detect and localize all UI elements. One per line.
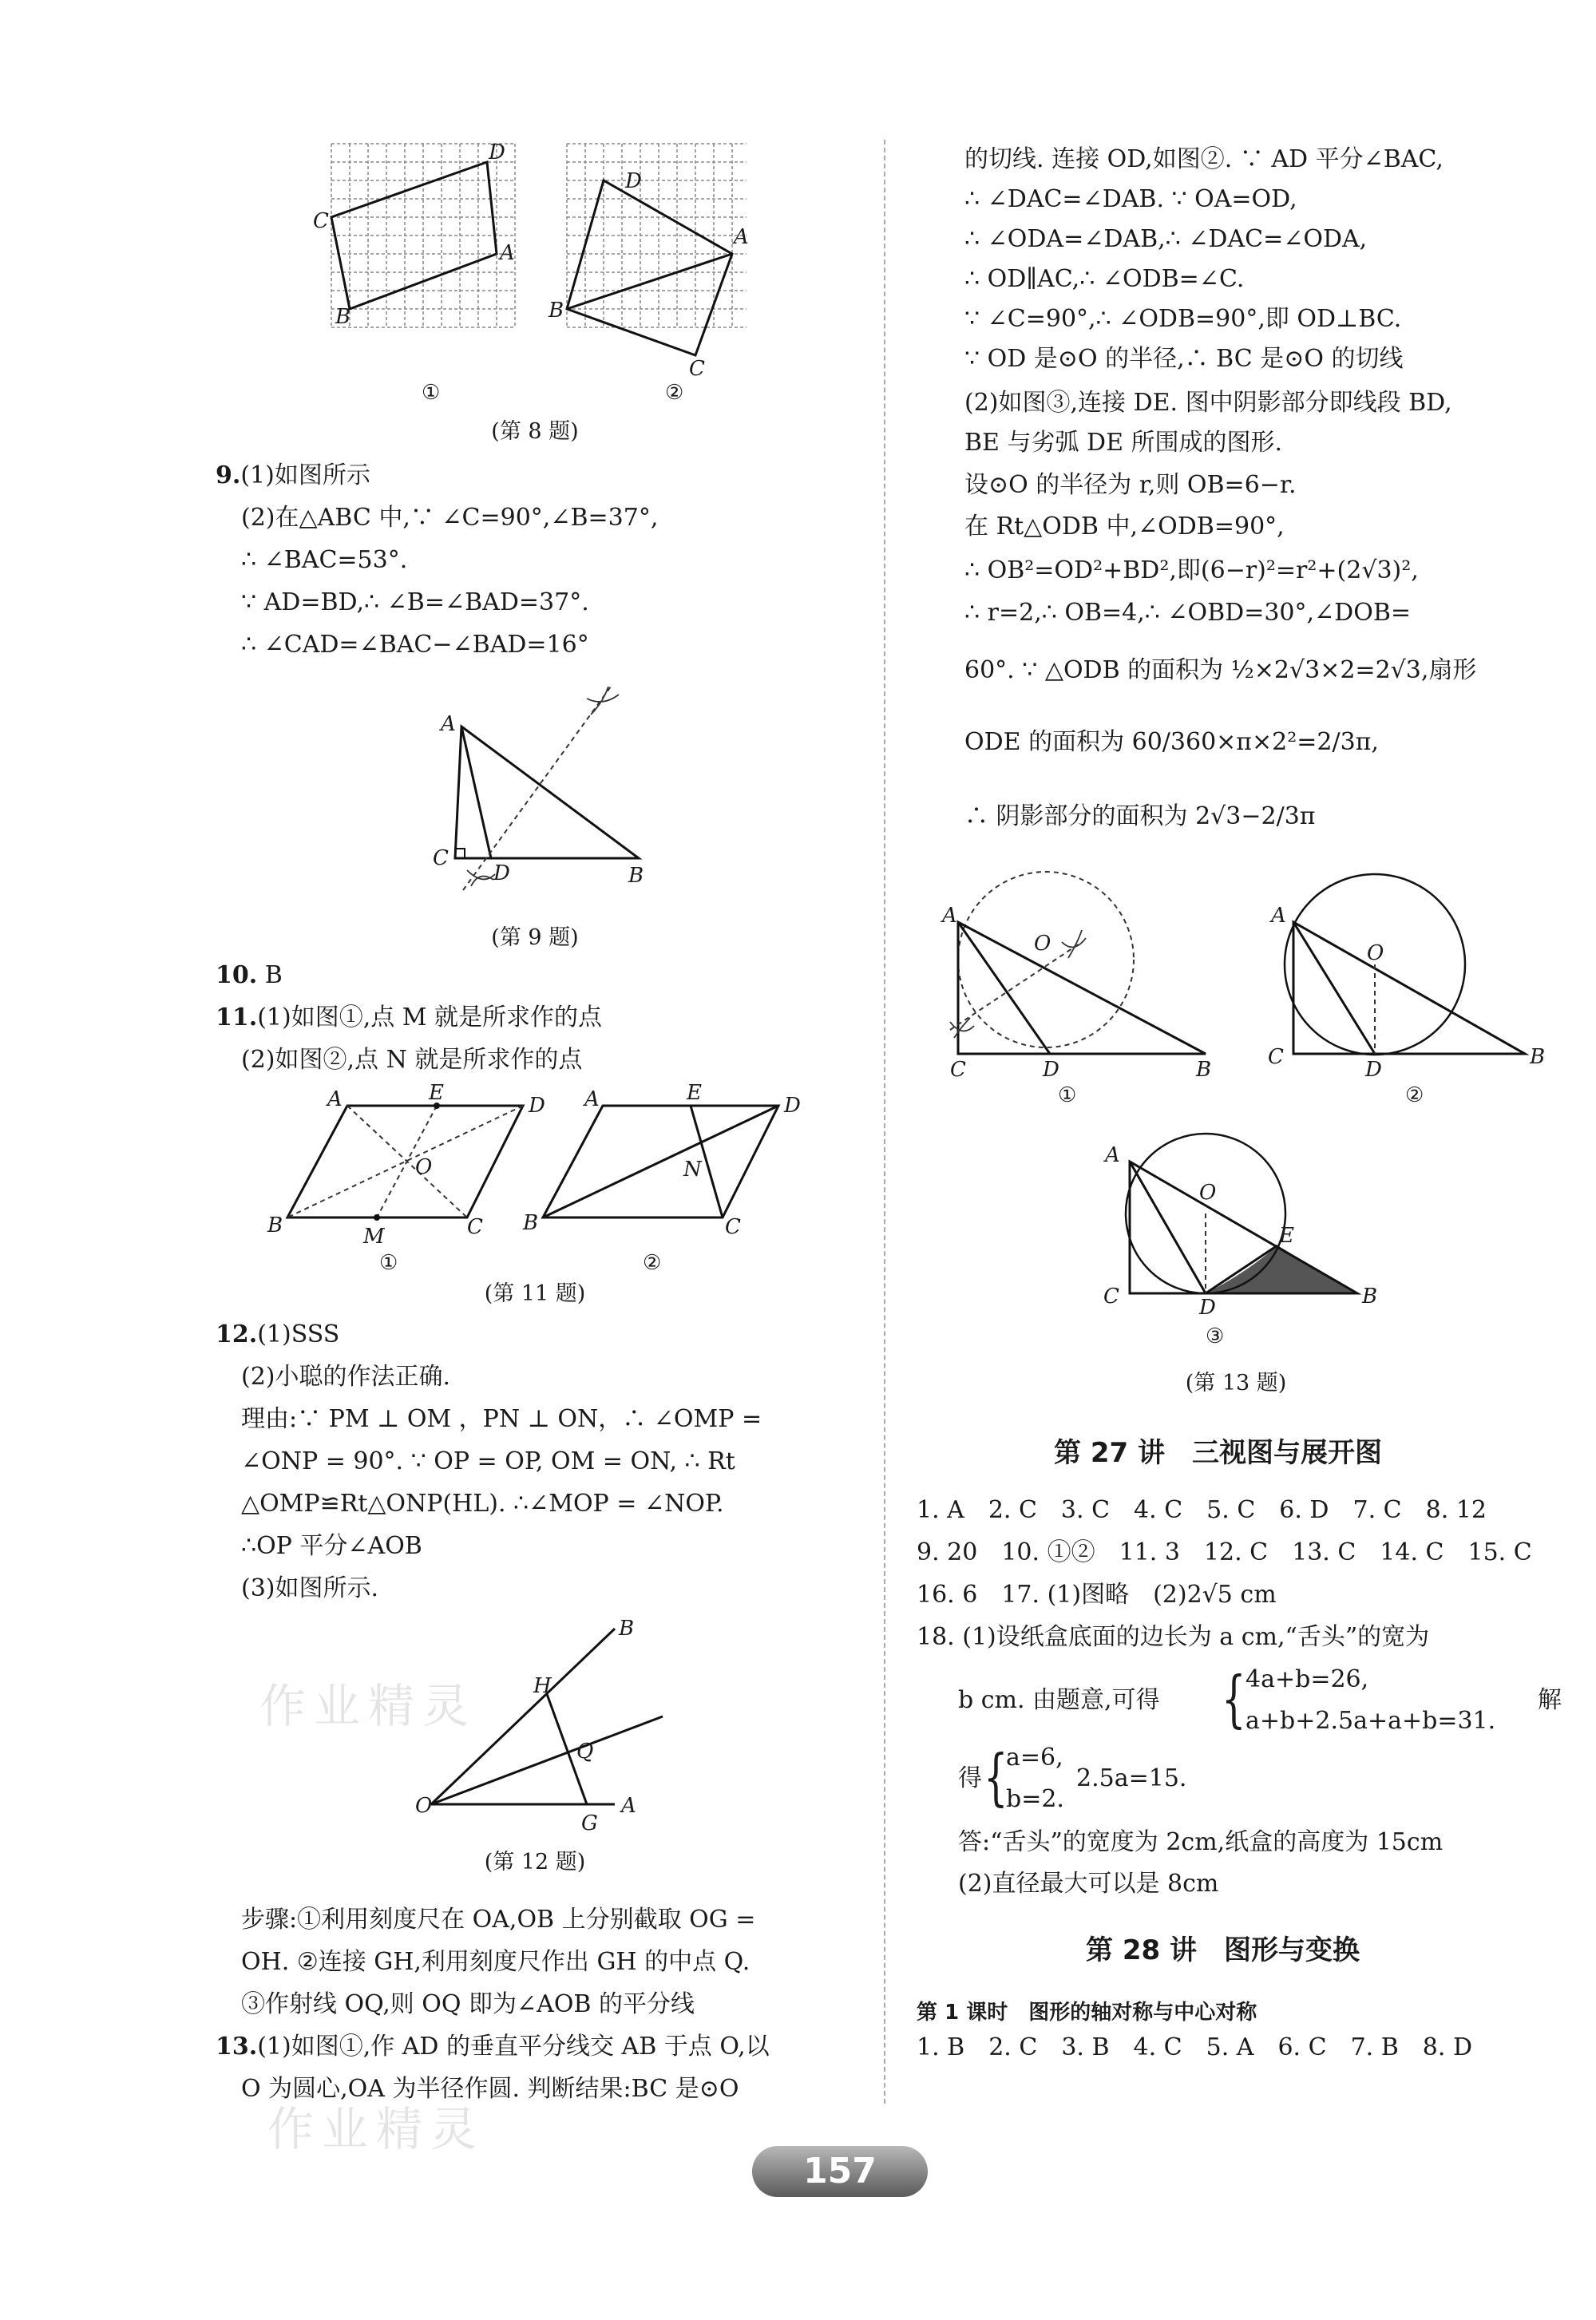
- fig12-label-Q: Q: [576, 1740, 594, 1764]
- q18-line-2: b cm. 由题意,可得: [958, 1686, 1160, 1714]
- fig13c-label-E: E: [1279, 1224, 1294, 1248]
- sec28-answers: 1. B 2. C 3. B 4. C 5. A 6. C 7. B 8. D: [917, 2033, 1472, 2061]
- q11-line-1: 11.(1)如图①,点 M 就是所求作的点: [216, 1004, 603, 1031]
- figure-8a: [313, 140, 527, 405]
- figure-9: [431, 671, 671, 910]
- fig13b-number: ②: [1405, 1083, 1424, 1107]
- q13-cont-11: ∴ OB²=OD²+BD²,即(6−r)²=r²+(2√3)²,: [964, 556, 1419, 584]
- fig8a-number: ①: [422, 381, 441, 405]
- page-number-badge: 157: [752, 2146, 928, 2197]
- fig11a-label-O: O: [415, 1155, 433, 1179]
- fig11-caption: (第 11 题): [484, 1281, 586, 1306]
- q12-line-3: 理由:∵ PM ⊥ OM ，PN ⊥ ON，∴ ∠OMP =: [241, 1405, 762, 1433]
- fig13b-label-A: A: [1271, 904, 1286, 928]
- figure-12: [407, 1613, 743, 1836]
- q12-line-4: ∠ONP = 90°. ∵ OP = OP, OM = ON, ∴ Rt: [241, 1447, 735, 1475]
- q13-cont-12: ∴ r=2,∴ OB=4,∴ ∠OBD=30°,∠DOB=: [964, 599, 1412, 627]
- fig11a-label-A: A: [327, 1087, 343, 1111]
- fig13b-label-D: D: [1365, 1058, 1382, 1082]
- fig11b-label-N: N: [683, 1158, 702, 1182]
- q13-cont-2: ∴ ∠DAC=∠DAB. ∵ OA=OD,: [964, 185, 1297, 213]
- watermark-1: 作业精灵: [259, 1679, 477, 1733]
- fig13a-label-C: C: [950, 1058, 966, 1082]
- q18-line-1: 18. (1)设纸盒底面的边长为 a cm,“舌头”的宽为: [917, 1623, 1430, 1651]
- fig11a-label-E: E: [429, 1081, 444, 1105]
- fig13-caption: (第 13 题): [1185, 1371, 1287, 1396]
- q9-line-2: (2)在△ABC 中,∵ ∠C=90°,∠B=37°,: [241, 504, 659, 532]
- fig13b-label-B: B: [1530, 1045, 1546, 1069]
- fig13c-label-O: O: [1199, 1181, 1217, 1205]
- fig13a-number: ①: [1058, 1083, 1077, 1107]
- q18-sol-1: a=6,: [1006, 1744, 1063, 1772]
- fig9-label-C: C: [433, 846, 449, 870]
- q18-sol-3: 2.5a=15.: [1076, 1764, 1187, 1792]
- fig13c-label-A: A: [1105, 1143, 1120, 1167]
- fig13b-label-O: O: [1367, 941, 1384, 965]
- q12-step-1: 步骤:①利用刻度尺在 OA,OB 上分别截取 OG =: [241, 1906, 756, 1934]
- fig9-label-D: D: [493, 861, 510, 885]
- q12-line-6: ∴OP 平分∠AOB: [241, 1532, 422, 1560]
- fig11a-label-M: M: [363, 1225, 385, 1249]
- fig12-label-A: A: [621, 1794, 636, 1818]
- q12-line-5: △OMP≌Rt△ONP(HL). ∴∠MOP = ∠NOP.: [241, 1490, 724, 1518]
- q13-cont-8: BE 与劣弧 DE 所围成的图形.: [964, 429, 1283, 457]
- q9-line-4: ∵ AD=BD,∴ ∠B=∠BAD=37°.: [241, 588, 589, 616]
- q12-line-2: (2)小聪的作法正确.: [241, 1363, 451, 1391]
- fig13a-label-B: B: [1196, 1058, 1212, 1082]
- figure-11a: [267, 1081, 545, 1275]
- fig11a-number: ①: [379, 1251, 398, 1275]
- fig11a-label-D: D: [529, 1094, 545, 1118]
- figure-13b: [1261, 886, 1549, 1118]
- q12-step-3: ③作射线 OQ,则 OQ 即为∠AOB 的平分线: [241, 1990, 695, 2018]
- q13-line-2: O 为圆心,OA 为半径作圆. 判断结果:BC 是⊙O: [241, 2075, 739, 2103]
- q13-line-1: 13.(1)如图①,作 AD 的垂直平分线交 AB 于点 O,以: [216, 2033, 770, 2061]
- q13-cont-13: 60°. ∵ △ODB 的面积为 ½×2√3×2=2√3,扇形: [964, 656, 1477, 684]
- fig8-caption: (第 8 题): [491, 419, 579, 444]
- figure-8b: [549, 140, 770, 405]
- fig11b-label-E: E: [687, 1081, 702, 1105]
- fig8b-label-B: B: [549, 299, 564, 323]
- fig12-label-O: O: [415, 1794, 433, 1818]
- fig13b-label-C: C: [1268, 1045, 1284, 1069]
- fig11b-label-C: C: [725, 1215, 741, 1239]
- q18-word-jie: 解: [1538, 1686, 1562, 1714]
- sec27-answers-3: 16. 6 17. (1)图略 (2)2√5 cm: [917, 1581, 1277, 1609]
- section-28-subtitle: 第 1 课时 图形的轴对称与中心对称: [917, 2001, 1257, 2025]
- q12-line-1: 12.(1)SSS: [216, 1320, 340, 1348]
- fig8b-label-A: A: [734, 225, 749, 249]
- watermark-2: 作业精灵: [267, 2102, 485, 2156]
- q18-eq-1: 4a+b=26,: [1246, 1665, 1369, 1693]
- fig12-label-H: H: [533, 1674, 552, 1698]
- q13-cont-5: ∵ ∠C=90°,∴ ∠ODB=90°,即 OD⊥BC.: [964, 305, 1402, 333]
- figure-13c: [1094, 1134, 1381, 1365]
- fig11a-label-C: C: [467, 1215, 483, 1239]
- q13-cont-3: ∴ ∠ODA=∠DAB,∴ ∠DAC=∠ODA,: [964, 225, 1368, 253]
- fig8b-label-C: C: [689, 357, 705, 381]
- q13-cont-9: 设⊙O 的半径为 r,则 OB=6−r.: [964, 471, 1297, 499]
- fig9-caption: (第 9 题): [491, 925, 579, 950]
- fig12-label-B: B: [619, 1617, 635, 1641]
- q13-cont-7: (2)如图③,连接 DE. 图中阴影部分即线段 BD,: [964, 389, 1452, 417]
- fig13c-number: ③: [1206, 1324, 1225, 1348]
- figure-13a: [942, 886, 1230, 1118]
- fig9-label-B: B: [628, 864, 644, 888]
- fig8a-label-B: B: [335, 305, 351, 329]
- section-27-title: 第 27 讲 三视图与展开图: [1054, 1437, 1382, 1469]
- fig11b-number: ②: [643, 1251, 662, 1275]
- q13-cont-6: ∵ OD 是⊙O 的半径,∴ BC 是⊙O 的切线: [964, 345, 1404, 373]
- q9-line-3: ∴ ∠BAC=53°.: [241, 546, 408, 574]
- figure-11b: [523, 1081, 806, 1275]
- q9-line-5: ∴ ∠CAD=∠BAC−∠BAD=16°: [241, 631, 589, 659]
- q18-line-2-part: (2)直径最大可以是 8cm: [958, 1870, 1219, 1898]
- q12-step-2: OH. ②连接 GH,利用刻度尺作出 GH 的中点 Q.: [241, 1948, 750, 1976]
- q13-cont-1: 的切线. 连接 OD,如图②. ∵ AD 平分∠BAC,: [964, 145, 1444, 173]
- q18-sol-2: b=2.: [1006, 1785, 1064, 1813]
- q10-line: 10. B: [216, 961, 283, 989]
- fig13c-label-C: C: [1103, 1285, 1119, 1308]
- fig11a-label-B: B: [267, 1213, 283, 1237]
- fig8b-number: ②: [665, 381, 684, 405]
- q18-eq-2: a+b+2.5a+a+b=31.: [1246, 1707, 1496, 1735]
- fig12-caption: (第 12 题): [484, 1850, 586, 1875]
- fig13c-label-B: B: [1362, 1285, 1378, 1308]
- fig12-label-G: G: [581, 1811, 598, 1835]
- q11-line-2: (2)如图②,点 N 就是所求作的点: [241, 1046, 583, 1074]
- fig8a-label-C: C: [313, 209, 329, 233]
- q18-line-answer: 答:“舌头”的宽度为 2cm,纸盒的高度为 15cm: [958, 1828, 1444, 1856]
- fig11b-label-A: A: [584, 1087, 600, 1111]
- q12-line-7: (3)如图所示.: [241, 1574, 379, 1602]
- column-divider: [884, 140, 885, 2104]
- q18-brace-2: {: [984, 1742, 1008, 1814]
- sec27-answers-1: 1. A 2. C 3. C 4. C 5. C 6. D 7. C 8. 12: [917, 1496, 1487, 1524]
- fig8b-label-D: D: [625, 169, 642, 193]
- fig11b-label-B: B: [523, 1211, 539, 1235]
- fig8a-label-A: A: [500, 241, 515, 265]
- fig13a-label-A: A: [942, 904, 957, 928]
- q9-line-1: 9.(1)如图所示: [216, 461, 370, 489]
- q18-brace-1: {: [1222, 1664, 1246, 1736]
- section-28-title: 第 28 讲 图形与变换: [1086, 1934, 1360, 1966]
- q13-cont-14: ODE 的面积为 60/360×π×2²=2/3π,: [964, 728, 1379, 756]
- q13-cont-15: ∴ 阴影部分的面积为 2√3−2/3π: [964, 802, 1316, 830]
- q13-cont-10: 在 Rt△ODB 中,∠ODB=90°,: [964, 513, 1285, 540]
- sec27-answers-2: 9. 20 10. ①② 11. 3 12. C 13. C 14. C 15. C: [917, 1538, 1532, 1566]
- shaded-region: [1206, 1245, 1357, 1293]
- fig8a-label-D: D: [489, 141, 505, 164]
- fig11b-label-D: D: [784, 1094, 801, 1118]
- fig13c-label-D: D: [1199, 1296, 1216, 1320]
- q13-cont-4: ∴ OD∥AC,∴ ∠ODB=∠C.: [964, 265, 1245, 293]
- fig13a-label-D: D: [1043, 1058, 1059, 1082]
- q18-word-de: 得: [958, 1764, 982, 1792]
- fig13a-label-O: O: [1034, 932, 1051, 956]
- fig9-label-A: A: [441, 712, 456, 736]
